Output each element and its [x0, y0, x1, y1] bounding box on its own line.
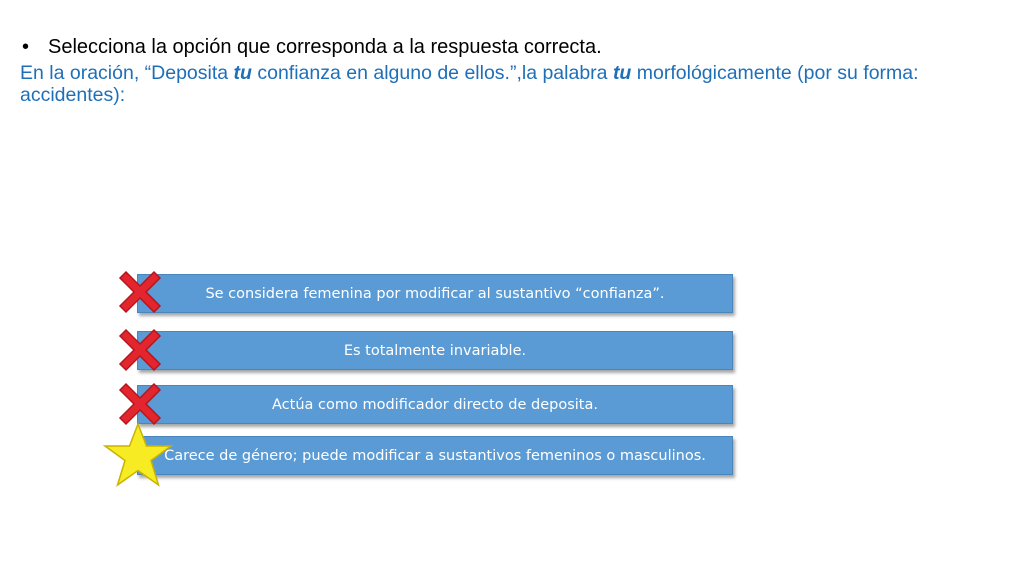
- instruction: [22, 36, 602, 59]
- question-part-2: confianza en alguno de ellos.”,la palabra: [251, 62, 613, 84]
- option-1-label: Se considera femenina por modificar al sustantivo “confianza”.: [205, 285, 665, 302]
- option-4-button[interactable]: [137, 436, 733, 475]
- option-1-button[interactable]: [137, 274, 733, 313]
- option-3-label: Actúa como modificador directo de deposita.: [272, 396, 598, 413]
- option-2-label: Es totalmente invariable.: [343, 342, 527, 359]
- question-part-1: En la oración, “Deposita: [20, 62, 234, 84]
- option-4-label: Carece de género; puede modificar a sustantivos femeninos o masculinos.: [164, 447, 706, 464]
- question-part-3: morfológicamente (por su forma: accidentes):: [20, 62, 919, 106]
- red-x-icon: [116, 380, 164, 428]
- red-x-icon: [116, 326, 164, 374]
- instruction-text: Selecciona la opción que corresponda a la respuesta correcta.: [48, 36, 602, 58]
- option-2-button[interactable]: [137, 331, 733, 370]
- question-emphasis-2: tu: [612, 62, 632, 84]
- question-text: [20, 62, 1010, 106]
- red-x-icon: [116, 268, 164, 316]
- bullet: •: [22, 36, 30, 58]
- question-emphasis-1: tu: [233, 62, 252, 84]
- yellow-star-icon: [102, 422, 174, 488]
- option-3-button[interactable]: [137, 385, 733, 424]
